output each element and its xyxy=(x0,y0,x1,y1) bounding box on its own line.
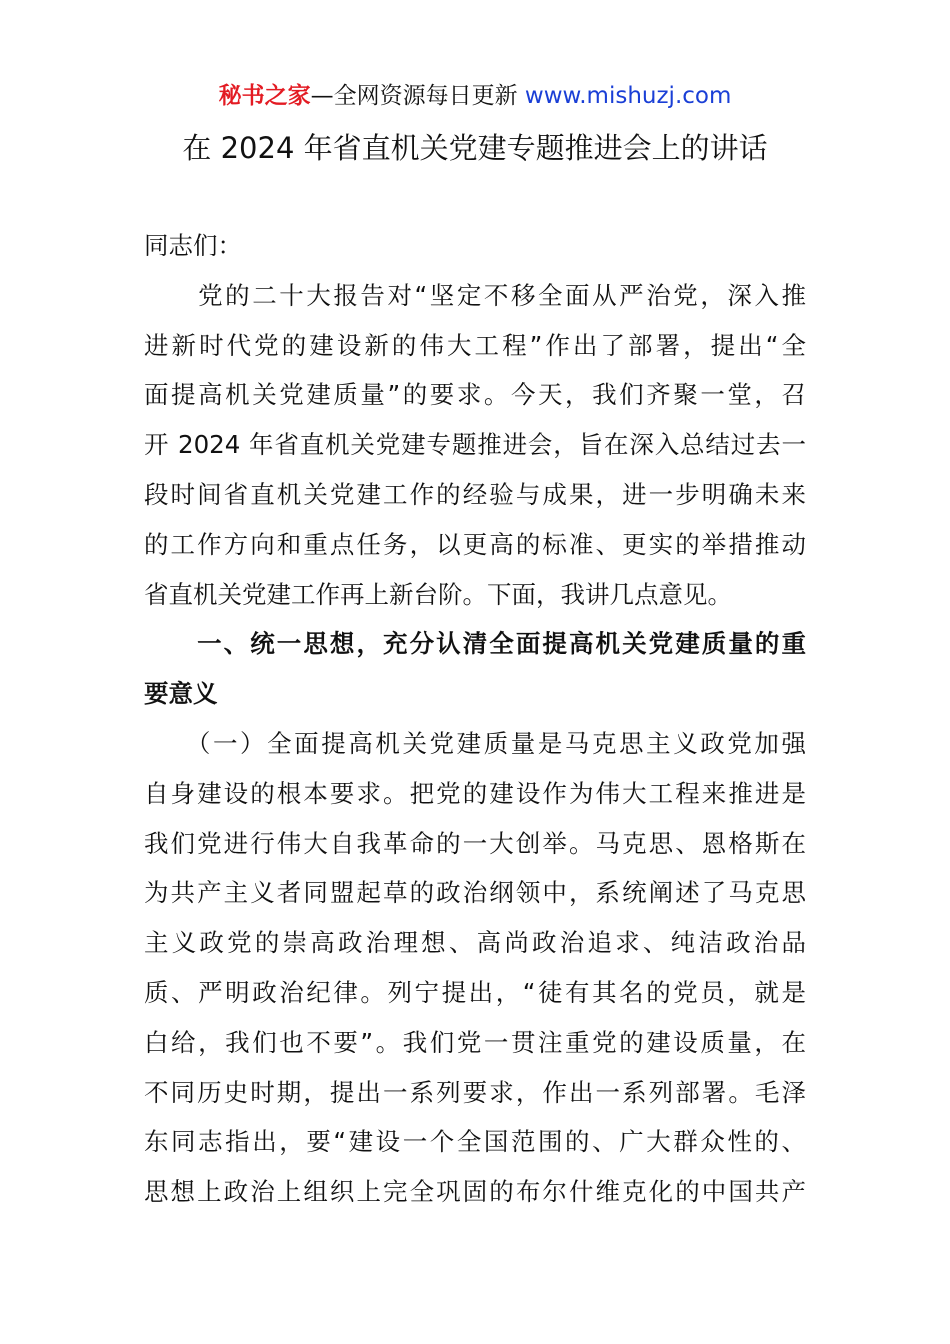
paragraph-line: 主义政党的崇高政治理想、高尚政治追求、纯洁政治品 xyxy=(144,928,806,958)
paragraph-line: 一、统一思想，充分认清全面提高机关党建质量的重 xyxy=(144,629,806,659)
document-body xyxy=(144,221,806,1217)
paragraph-line: 党的二十大报告对“坚定不移全面从严治党，深入推 xyxy=(144,280,806,310)
paragraph-line: 同志们： xyxy=(144,231,242,260)
paragraph-line: 段时间省直机关党建工作的经验与成果，进一步明确未来 xyxy=(144,479,806,509)
site-brand: 秘书之家 xyxy=(218,83,311,109)
paragraph-line: 质、严明政治纪律。列宁提出，“徒有其名的党员，就是 xyxy=(144,977,806,1007)
paragraph-line: 开 2024 年省直机关党建专题推进会，旨在深入总结过去一 xyxy=(144,430,806,460)
paragraph-line: 白给，我们也不要”。我们党一贯注重党的建设质量，在 xyxy=(144,1027,806,1057)
document-title: 在 2024 年省直机关党建专题推进会上的讲话 xyxy=(182,131,768,165)
paragraph-line: 为共产主义者同盟起草的政治纲领中，系统阐述了马克思 xyxy=(144,878,806,908)
paragraph-line: （一）全面提高机关党建质量是马克思主义政党加强 xyxy=(144,728,806,758)
paragraph-line: 我们党进行伟大自我革命的一大创举。马克思、恩格斯在 xyxy=(144,828,806,858)
paragraph-line: 不同历史时期，提出一系列要求，作出一系列部署。毛泽 xyxy=(144,1077,806,1107)
paragraph-line: 进新时代党的建设新的伟大工程”作出了部署，提出“全 xyxy=(144,330,806,360)
paragraph-line: 思想上政治上组织上完全巩固的布尔什维克化的中国共产 xyxy=(144,1177,806,1207)
paragraph-line: 东同志指出，要“建设一个全国范围的、广大群众性的、 xyxy=(144,1127,806,1157)
paragraph-line: 要意义 xyxy=(144,679,218,709)
paragraph-line: 的工作方向和重点任务，以更高的标准、更实的举措推动 xyxy=(144,529,806,559)
site-tagline: —全网资源每日更新 xyxy=(310,83,525,109)
paragraph-line: 自身建设的根本要求。把党的建设作为伟大工程来推进是 xyxy=(144,778,806,808)
site-url[interactable]: www.mishuzj.com xyxy=(524,83,732,109)
site-header xyxy=(0,80,950,112)
paragraph-line: 省直机关党建工作再上新台阶。下面，我讲几点意见。 xyxy=(144,579,732,609)
paragraph-line: 面提高机关党建质量”的要求。今天，我们齐聚一堂，召 xyxy=(144,380,806,410)
